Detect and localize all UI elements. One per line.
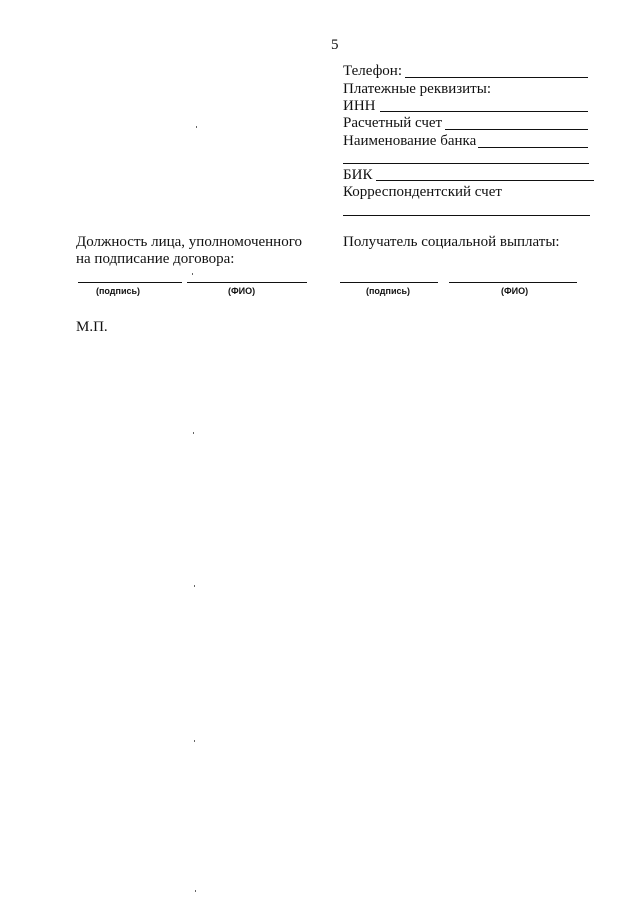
bik-label: БИК	[343, 167, 373, 183]
corr-account-label: Корреспондентский счет	[343, 184, 502, 200]
scan-artifact-dot	[196, 126, 197, 128]
phone-label: Телефон:	[343, 63, 402, 79]
scan-artifact-dot	[192, 273, 193, 275]
recipient-signature-caption: (подпись)	[366, 286, 411, 296]
bik-field-line[interactable]	[376, 180, 594, 181]
authorized-signature-caption: (подпись)	[96, 286, 141, 296]
bank-name-label: Наименование банка	[343, 133, 477, 149]
scan-artifact-dot	[193, 432, 194, 434]
page-number: 5	[331, 37, 339, 53]
authorized-person-heading-line1: Должность лица, уполномоченного	[76, 234, 302, 250]
payment-requisites-label: Платежные реквизиты:	[343, 81, 491, 97]
corr-account-field-line[interactable]	[343, 215, 590, 216]
authorized-signature-line[interactable]	[78, 282, 182, 283]
inn-label: ИНН	[343, 98, 376, 114]
phone-field-line[interactable]	[405, 77, 588, 78]
bank-name-field-line-2[interactable]	[343, 163, 589, 164]
account-label: Расчетный счет	[343, 115, 443, 131]
scan-artifact-dot	[195, 890, 196, 892]
recipient-name-line[interactable]	[449, 282, 577, 283]
recipient-heading: Получатель социальной выплаты:	[343, 234, 560, 250]
authorized-name-line[interactable]	[187, 282, 307, 283]
authorized-person-heading-line2: на подписание договора:	[76, 251, 235, 267]
authorized-name-caption: (ФИО)	[228, 286, 256, 296]
inn-field-line[interactable]	[380, 111, 588, 112]
scan-artifact-dot	[194, 585, 195, 587]
recipient-name-caption: (ФИО)	[501, 286, 529, 296]
account-field-line[interactable]	[445, 129, 588, 130]
scan-artifact-dot	[194, 740, 195, 742]
stamp-placeholder: М.П.	[76, 319, 108, 335]
bank-name-field-line[interactable]	[478, 147, 588, 148]
recipient-signature-line[interactable]	[340, 282, 438, 283]
